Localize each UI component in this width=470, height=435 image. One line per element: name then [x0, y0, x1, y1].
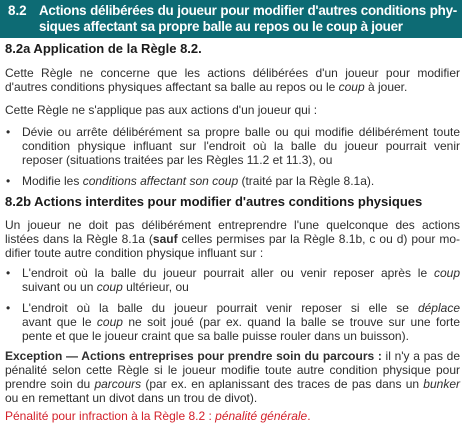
text-run: (par ex. en aplanissant des traces de pas dans un: [141, 377, 424, 391]
text-run: ultérieur, ou: [122, 280, 189, 294]
text-line: [5, 409, 460, 423]
bullet-icon: •: [6, 266, 11, 280]
rule-header: [0, 0, 462, 38]
text-line: [22, 174, 460, 188]
text-line: [5, 377, 460, 391]
bullet-icon: •: [6, 301, 11, 315]
text-run: Pénalité pour infraction à la Règle 8.2 :: [5, 409, 216, 423]
text-run: prendre soin du: [5, 377, 95, 391]
section-a-heading: 8.2a Application de la Règle 8.2.: [5, 41, 202, 56]
term-penalite-generale: pénalité générale: [215, 409, 308, 423]
text-run: L'endroit où la balle du joueur pourrait aller ou venir reposer après le: [22, 266, 434, 280]
rule-title-line-1: Actions délibérées du joueur pour modifier d'autres conditions phy-: [39, 3, 457, 18]
text-run: Modifie les: [22, 174, 83, 188]
rule-number: 8.2: [8, 3, 27, 18]
bullet-icon: •: [6, 174, 11, 188]
section-b-bullet-2: [22, 301, 460, 343]
section-b-heading: 8.2b Actions interdites pour modifier d'autres conditions physiques: [5, 194, 423, 209]
text-run: suivant ou un: [22, 280, 97, 294]
term-coup: coup: [433, 266, 460, 280]
section-a-bullet-2: [22, 174, 460, 188]
text-line: [22, 266, 460, 280]
bullet-icon: •: [6, 125, 11, 139]
term-parcours: parcours: [94, 377, 142, 391]
term-sauf: sauf: [152, 232, 178, 246]
text-line: [22, 280, 460, 294]
section-a-bullet-1: [22, 125, 460, 167]
text-line: ou en remettant un divot dans un trou de divot).: [5, 391, 258, 405]
section-b-bullet-1: [22, 266, 460, 294]
section-a-paragraph-2: Cette Règle ne s'applique pas aux actions d'un joueur qui :: [5, 103, 318, 117]
rule-title: [39, 3, 457, 35]
text-run: avant que le: [22, 315, 97, 329]
text-line: [22, 301, 460, 315]
text-line: Dévie ou arrête délibérément sa propre balle ou qui modifie délibérément toute: [22, 125, 460, 139]
term-deplace: déplace: [417, 301, 460, 315]
text-run: à jouer.: [364, 80, 408, 94]
term-coup: coup: [96, 280, 123, 294]
rule-title-line-2: siques affectant sa propre balle au repos ou le coup à jouer: [39, 19, 403, 34]
term-bunker: bunker: [423, 377, 460, 391]
section-b-paragraph-1: [5, 218, 460, 260]
text-line: Un joueur ne doit pas délibérément entreprendre l'une quelconque des actions: [5, 218, 460, 232]
text-line: condition physique influant sur l'endroit où la balle du joueur pourrait venir: [22, 139, 460, 153]
term-conditions-affectant-son-coup: conditions affectant son coup: [82, 174, 239, 188]
text-run: d'autres conditions physiques affectant sa balle au repos ou le: [5, 80, 339, 94]
text-line: reposer (situations traitées par les Règles 11.2 et 11.3), ou: [22, 153, 333, 167]
text-run: .: [307, 409, 311, 423]
text-run: L'endroit où la balle du joueur pourrait venir reposer si elle se: [22, 301, 418, 315]
text-run: celles permises par la Règle 8.1b, c ou d) pour mo-: [177, 232, 460, 246]
text-line: [5, 232, 460, 246]
term-coup: coup: [338, 80, 365, 94]
text-run: ne soit joué (par ex. quand la balle se trouve sur une forte: [122, 315, 460, 329]
penalty-statement: [5, 409, 460, 423]
text-line: pente et que le joueur craint que sa balle puisse rouler dans un buisson).: [22, 329, 409, 343]
text-run: il n'y a pas de: [381, 349, 460, 363]
text-line: Cette Règle ne concerne que les actions délibérées d'un joueur pour modifier: [5, 66, 460, 80]
text-line: [5, 349, 460, 363]
term-coup: coup: [96, 315, 123, 329]
text-run: (traité par la Règle 8.1a).: [238, 174, 375, 188]
exception-label: Exception — Actions entreprises pour prendre soin du parcours :: [5, 349, 382, 363]
text-run: listées dans la Règle 8.1a (: [5, 232, 153, 246]
section-a-paragraph-1: [5, 66, 460, 94]
text-line: [22, 315, 460, 329]
section-b-exception: [5, 349, 460, 405]
text-line: [5, 80, 460, 94]
text-line: pénalité selon cette Règle si le joueur modifie toute autre condition physique pour: [5, 363, 460, 377]
text-line: difier toute autre condition physique influant sur :: [5, 246, 264, 260]
